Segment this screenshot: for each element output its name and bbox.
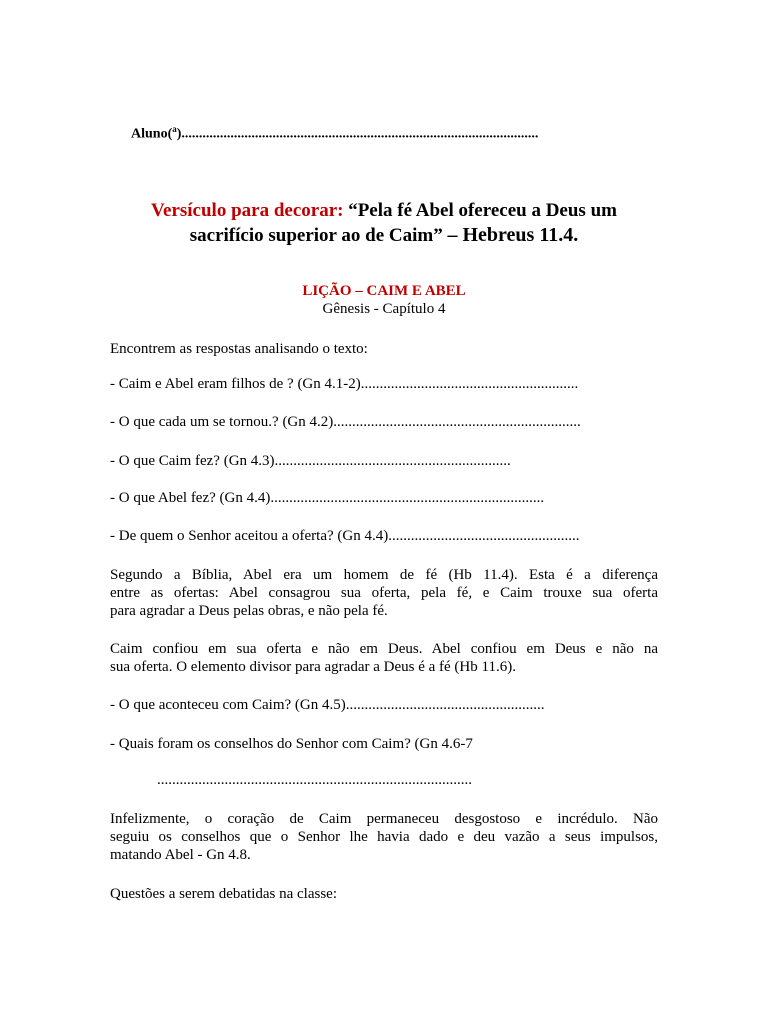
- student-name-line: [131, 124, 538, 143]
- question-occupations: - O que cada um se tornou.? (Gn 4.2)..................................................................: [110, 414, 581, 430]
- verse-label: Versículo para decorar:: [151, 200, 344, 221]
- debate-heading: Questões a serem debatidas na classe:: [110, 886, 337, 902]
- student-dots: )......................................................................................................: [176, 126, 539, 142]
- question-what-happened: - O que aconteceu com Caim? (Gn 4.5).....................................................: [110, 697, 545, 713]
- paragraph-faith-difference: [110, 566, 658, 620]
- paragraph-line: seguiu os conselhos que o Senhor lhe havia dado e deu vazão a seus impulsos,: [110, 829, 658, 845]
- student-label: Aluno(: [131, 126, 173, 142]
- question-counsel: - Quais foram os conselhos do Senhor com Caim? (Gn 4.6-7: [110, 736, 473, 752]
- verse-quote-line2: sacrifício superior ao de Caim”: [189, 225, 443, 246]
- verse-quote-line1: “Pela fé Abel ofereceu a Deus um: [348, 200, 617, 221]
- answer-dots-line: ....................................................................................: [157, 772, 472, 788]
- paragraph-line: matando Abel - Gn 4.8.: [110, 847, 251, 863]
- student-label-superscript: a: [172, 124, 177, 134]
- paragraph-trust: [110, 640, 658, 676]
- paragraph-line: sua oferta. O elemento divisor para agradar a Deus é a fé (Hb 11.6).: [110, 659, 516, 675]
- instruction-text: Encontrem as respostas analisando o texto:: [110, 341, 368, 357]
- paragraph-line: para agradar a Deus pelas obras, e não pela fé.: [110, 603, 388, 619]
- paragraph-line: Segundo a Bíblia, Abel era um homem de fé (Hb 11.4). Esta é a diferença: [110, 567, 658, 583]
- paragraph-line: Caim confiou em sua oferta e não em Deus. Abel confiou em Deus e não na: [110, 641, 658, 657]
- paragraph-line: Infelizmente, o coração de Caim permaneceu desgostoso e incrédulo. Não: [110, 811, 658, 827]
- question-parents: - Caim e Abel eram filhos de ? (Gn 4.1-2)..........................................................: [110, 376, 579, 392]
- paragraph-line: entre as ofertas: Abel consagrou sua oferta, pela fé, e Caim trouxe sua oferta: [110, 585, 658, 601]
- question-accepted-offering: - De quem o Senhor aceitou a oferta? (Gn 4.4)...................................................: [110, 528, 580, 544]
- question-caim-offering: - O que Caim fez? (Gn 4.3)...............................................................: [110, 453, 511, 469]
- lesson-title: LIÇÃO – CAIM E ABEL: [302, 283, 466, 299]
- paragraph-unbelief: [110, 810, 658, 864]
- question-abel-offering: - O que Abel fez? (Gn 4.4).........................................................................: [110, 490, 545, 506]
- memory-verse: [60, 199, 708, 248]
- lesson-chapter: Gênesis - Capítulo 4: [322, 301, 446, 317]
- verse-reference: – Hebreus 11.4.: [447, 224, 579, 246]
